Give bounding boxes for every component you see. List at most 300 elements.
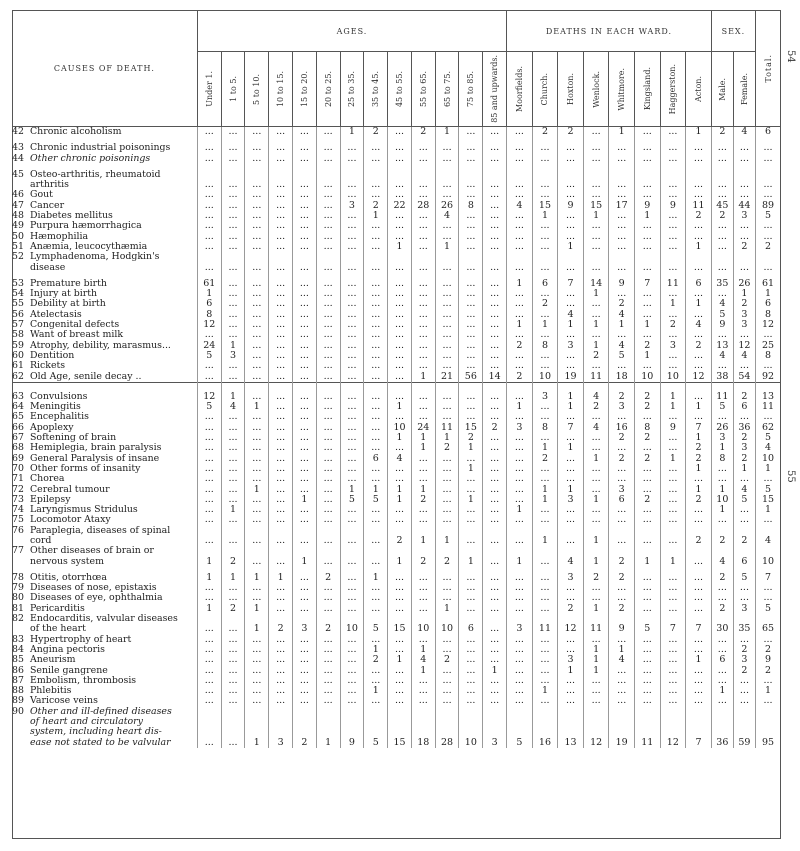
value-cell [197, 546, 221, 556]
spacer-cell [269, 382, 293, 392]
value-cell: 26 [733, 279, 755, 289]
cause-cell [12, 372, 197, 383]
value-cell: ... [197, 143, 221, 153]
value-cell: ... [609, 474, 635, 484]
value-cell [459, 526, 483, 536]
value-cell [583, 707, 609, 717]
value-cell: ... [532, 361, 558, 371]
value-cell: ... [340, 536, 364, 546]
cause-cell [12, 320, 197, 330]
value-cell: ... [483, 392, 507, 402]
value-cell: 2 [711, 536, 733, 546]
value-cell: ... [435, 330, 459, 340]
ward-col-label: Whitmore. [617, 67, 627, 111]
value-cell: ... [197, 655, 221, 665]
value-cell: ... [316, 279, 340, 289]
value-cell: ... [756, 330, 781, 340]
value-cell: ... [483, 696, 507, 706]
cause-cell [12, 666, 197, 676]
value-cell [364, 252, 388, 262]
value-cell: 1 [197, 604, 221, 614]
value-cell: ... [532, 351, 558, 361]
value-cell: ... [221, 583, 245, 593]
value-cell: ... [221, 180, 245, 190]
value-cell: ... [221, 289, 245, 299]
value-cell: ... [507, 515, 533, 525]
value-cell [340, 717, 364, 727]
value-cell: ... [435, 221, 459, 231]
value-cell [660, 526, 686, 536]
value-cell [316, 717, 340, 727]
value-cell: ... [221, 696, 245, 706]
value-cell: ... [197, 593, 221, 603]
value-cell: ... [340, 361, 364, 371]
value-cell: ... [269, 402, 293, 412]
value-cell: ... [558, 645, 584, 655]
value-cell: 1 [686, 485, 712, 495]
value-cell: 2 [316, 573, 340, 583]
value-cell: ... [316, 485, 340, 495]
table-row [12, 614, 780, 624]
value-cell: ... [197, 536, 221, 546]
value-cell: ... [269, 495, 293, 505]
value-cell: ... [364, 232, 388, 242]
value-cell: ... [221, 645, 245, 655]
value-cell: ... [634, 666, 660, 676]
age-col-label: Under 1. [204, 71, 214, 107]
value-cell: 9 [558, 201, 584, 211]
value-cell: ... [269, 392, 293, 402]
ward-col-label: Wenlock. [591, 70, 601, 108]
value-cell: ... [388, 320, 412, 330]
value-cell: 7 [686, 624, 712, 634]
value-cell [660, 170, 686, 180]
table-row [12, 279, 780, 289]
value-cell: 5 [609, 351, 635, 361]
value-cell [411, 170, 435, 180]
value-cell: ... [221, 320, 245, 330]
value-cell: ... [316, 593, 340, 603]
table-row [12, 252, 780, 262]
value-cell: ... [459, 143, 483, 153]
value-cell: 2 [435, 557, 459, 567]
cause-number: 65 [12, 412, 24, 423]
value-cell: 3 [483, 738, 507, 748]
value-cell: 2 [686, 443, 712, 453]
value-cell: ... [686, 143, 712, 153]
value-cell: ... [483, 645, 507, 655]
value-cell: ... [483, 464, 507, 474]
spacer-cell [583, 382, 609, 392]
value-cell: ... [269, 190, 293, 200]
cause-label: Atelectasis [30, 309, 82, 320]
value-cell: 1 [411, 485, 435, 495]
value-cell: 1 [583, 495, 609, 505]
value-cell: 9 [660, 423, 686, 433]
cause-cell [12, 645, 197, 655]
value-cell: 1 [245, 624, 269, 634]
value-cell: 5 [197, 402, 221, 412]
value-cell: 2 [558, 604, 584, 614]
value-cell: ... [364, 604, 388, 614]
value-cell: ... [660, 696, 686, 706]
value-cell: 1 [507, 320, 533, 330]
value-cell: ... [711, 645, 733, 655]
value-cell: ... [388, 686, 412, 696]
value-cell: ... [558, 505, 584, 515]
value-cell: ... [634, 143, 660, 153]
value-cell: ... [507, 495, 533, 505]
value-cell [340, 727, 364, 737]
value-cell: ... [507, 299, 533, 309]
value-cell: ... [245, 289, 269, 299]
value-cell [733, 614, 755, 624]
value-cell: ... [532, 433, 558, 443]
value-cell: ... [316, 221, 340, 231]
spacer-cell [459, 382, 483, 392]
value-cell: 4 [583, 423, 609, 433]
value-cell: ... [483, 320, 507, 330]
value-cell: ... [711, 143, 733, 153]
value-cell: ... [483, 593, 507, 603]
value-cell: ... [483, 351, 507, 361]
value-cell: ... [733, 635, 755, 645]
value-cell: ... [660, 593, 686, 603]
cause-cell [12, 232, 197, 242]
value-cell [269, 614, 293, 624]
value-cell: ... [532, 180, 558, 190]
value-cell: ... [292, 696, 316, 706]
value-cell: 2 [733, 433, 755, 443]
value-cell: ... [316, 402, 340, 412]
value-cell: ... [197, 686, 221, 696]
value-cell: ... [583, 676, 609, 686]
value-cell: 2 [686, 495, 712, 505]
value-cell: ... [756, 143, 781, 153]
value-cell [711, 546, 733, 556]
value-cell: 1 [388, 433, 412, 443]
value-cell: ... [245, 127, 269, 138]
value-cell: ... [756, 676, 781, 686]
value-cell: ... [733, 686, 755, 696]
value-cell: ... [269, 505, 293, 515]
value-cell: ... [411, 686, 435, 696]
value-cell: ... [245, 190, 269, 200]
value-cell: 2 [711, 127, 733, 138]
value-cell: ... [532, 412, 558, 422]
value-cell: ... [292, 180, 316, 190]
value-cell: ... [686, 351, 712, 361]
value-cell [221, 170, 245, 180]
value-cell: ... [459, 573, 483, 583]
value-cell: ... [507, 635, 533, 645]
value-cell: ... [435, 464, 459, 474]
value-cell: 1 [507, 505, 533, 515]
value-cell: ... [340, 515, 364, 525]
value-cell: ... [411, 361, 435, 371]
ward-col-header [507, 52, 533, 127]
value-cell: 2 [269, 624, 293, 634]
value-cell [634, 252, 660, 262]
value-cell: 12 [660, 738, 686, 748]
value-cell: 1 [558, 443, 584, 453]
value-cell [364, 526, 388, 536]
value-cell [221, 727, 245, 737]
value-cell: ... [388, 154, 412, 164]
spacer-cell [388, 382, 412, 392]
value-cell: ... [269, 143, 293, 153]
cause-cell [12, 211, 197, 221]
value-cell: ... [292, 433, 316, 443]
cause-label: Chorea [30, 474, 65, 485]
value-cell [634, 707, 660, 717]
value-cell: ... [660, 485, 686, 495]
value-cell: ... [269, 242, 293, 252]
page-number-upper: 54 [785, 50, 796, 63]
value-cell: ... [483, 242, 507, 252]
value-cell: ... [292, 454, 316, 464]
value-cell [483, 526, 507, 536]
value-cell: ... [435, 474, 459, 484]
value-cell: ... [316, 330, 340, 340]
value-cell: ... [507, 242, 533, 252]
value-cell: ... [316, 515, 340, 525]
cause-cell [12, 454, 197, 464]
value-cell [660, 252, 686, 262]
value-cell: ... [558, 686, 584, 696]
cause-number: 69 [12, 453, 24, 464]
value-cell: ... [634, 180, 660, 190]
value-cell: ... [316, 423, 340, 433]
cause-label: disease [30, 262, 66, 273]
value-cell: ... [459, 412, 483, 422]
cause-label: Dentition [30, 350, 75, 361]
value-cell: 1 [583, 536, 609, 546]
value-cell [459, 170, 483, 180]
ages-header: AGES. [197, 11, 506, 52]
value-cell [686, 717, 712, 727]
value-cell: ... [197, 495, 221, 505]
value-cell: ... [660, 645, 686, 655]
value-cell: ... [634, 263, 660, 273]
value-cell: 11 [435, 423, 459, 433]
value-cell: ... [459, 263, 483, 273]
value-cell: ... [316, 666, 340, 676]
cause-cell [12, 536, 197, 546]
value-cell: ... [583, 485, 609, 495]
value-cell: ... [221, 221, 245, 231]
value-cell: ... [411, 143, 435, 153]
table-row [12, 263, 780, 273]
value-cell: ... [558, 515, 584, 525]
value-cell: 2 [609, 433, 635, 443]
value-cell: ... [686, 474, 712, 484]
value-cell: ... [364, 279, 388, 289]
value-cell: ... [245, 645, 269, 655]
value-cell: ... [245, 696, 269, 706]
cause-label: Diseases of eye, ophthalmia [30, 593, 163, 604]
value-cell: ... [660, 515, 686, 525]
value-cell: ... [340, 242, 364, 252]
value-cell: ... [583, 242, 609, 252]
value-cell: ... [364, 676, 388, 686]
value-cell: ... [558, 211, 584, 221]
cause-number: 47 [12, 200, 24, 211]
value-cell: 2 [411, 495, 435, 505]
value-cell: 2 [609, 604, 635, 614]
page-number-lower: 55 [785, 470, 796, 483]
value-cell [733, 526, 755, 536]
value-cell: ... [340, 221, 364, 231]
value-cell: 24 [197, 341, 221, 351]
value-cell: ... [388, 263, 412, 273]
table-row [12, 474, 780, 484]
value-cell: ... [245, 433, 269, 443]
value-cell: ... [197, 676, 221, 686]
value-cell: 7 [686, 423, 712, 433]
spacer-cell [756, 382, 781, 392]
value-cell: ... [609, 635, 635, 645]
value-cell: ... [197, 443, 221, 453]
value-cell: ... [583, 593, 609, 603]
value-cell: 18 [411, 738, 435, 748]
value-cell: 2 [364, 127, 388, 138]
cause-cell [12, 310, 197, 320]
value-cell: ... [340, 443, 364, 453]
spacer-cell [634, 382, 660, 392]
value-cell: ... [411, 232, 435, 242]
value-cell: ... [711, 666, 733, 676]
value-cell: ... [364, 635, 388, 645]
value-cell [558, 717, 584, 727]
value-cell [507, 170, 533, 180]
cause-number: 77 [12, 546, 24, 557]
value-cell: ... [292, 676, 316, 686]
value-cell: 1 [660, 402, 686, 412]
value-cell: ... [660, 127, 686, 138]
value-cell: 5 [756, 485, 781, 495]
cause-label: Other diseases of brain or [30, 546, 154, 557]
value-cell: ... [435, 676, 459, 686]
value-cell: ... [221, 454, 245, 464]
value-cell: ... [733, 263, 755, 273]
value-cell: 4 [435, 211, 459, 221]
cause-label: Encephalitis [30, 412, 89, 423]
value-cell: 5 [364, 624, 388, 634]
value-cell: ... [532, 557, 558, 567]
value-cell: 1 [660, 454, 686, 464]
value-cell: 4 [583, 392, 609, 402]
ward-col-label: Acton. [693, 76, 703, 102]
value-cell: ... [245, 221, 269, 231]
value-cell: ... [388, 190, 412, 200]
value-cell: ... [245, 143, 269, 153]
cause-number: 58 [12, 330, 24, 341]
value-cell [686, 546, 712, 556]
value-cell: ... [197, 515, 221, 525]
value-cell [733, 727, 755, 737]
value-cell: ... [340, 279, 364, 289]
cause-cell [12, 392, 197, 402]
value-cell: ... [459, 190, 483, 200]
value-cell [583, 727, 609, 737]
value-cell: 5 [197, 351, 221, 361]
value-cell: 2 [507, 372, 533, 383]
value-cell: 7 [634, 279, 660, 289]
value-cell: ... [733, 583, 755, 593]
table-row [12, 330, 780, 340]
spacer-cell [507, 382, 533, 392]
value-cell: ... [435, 392, 459, 402]
value-cell: ... [364, 361, 388, 371]
value-cell: ... [245, 263, 269, 273]
value-cell: ... [340, 676, 364, 686]
value-cell: 35 [733, 624, 755, 634]
value-cell: 2 [733, 666, 755, 676]
value-cell: ... [686, 154, 712, 164]
value-cell: ... [660, 474, 686, 484]
value-cell [507, 707, 533, 717]
value-cell [364, 707, 388, 717]
value-cell: ... [197, 127, 221, 138]
total-header [756, 11, 781, 127]
value-cell: ... [292, 593, 316, 603]
value-cell: ... [507, 645, 533, 655]
value-cell: ... [459, 583, 483, 593]
cause-cell [12, 412, 197, 422]
value-cell: 15 [388, 738, 412, 748]
value-cell: ... [435, 696, 459, 706]
value-cell: ... [483, 583, 507, 593]
cause-label: Want of breast milk [30, 330, 124, 341]
value-cell: ... [660, 289, 686, 299]
value-cell: ... [340, 583, 364, 593]
age-col-label: 5 to 10. [252, 73, 262, 105]
cause-cell [12, 495, 197, 505]
value-cell: ... [435, 351, 459, 361]
value-cell: ... [686, 221, 712, 231]
table-row [12, 201, 780, 211]
value-cell: 3 [733, 320, 755, 330]
cause-number: 73 [12, 494, 24, 505]
value-cell: 1 [435, 242, 459, 252]
value-cell [197, 727, 221, 737]
value-cell: ... [221, 154, 245, 164]
value-cell: ... [756, 515, 781, 525]
ward-col-header [583, 52, 609, 127]
value-cell: ... [686, 557, 712, 567]
sex-col-label: Male. [717, 77, 727, 101]
value-cell: ... [609, 583, 635, 593]
value-cell: ... [197, 583, 221, 593]
cause-cell [12, 423, 197, 433]
value-cell: ... [269, 289, 293, 299]
value-cell: ... [459, 361, 483, 371]
value-cell: 2 [532, 454, 558, 464]
cause-cell [12, 170, 197, 180]
value-cell: ... [292, 464, 316, 474]
value-cell: 10 [459, 738, 483, 748]
age-col-label: 45 to 55. [395, 70, 404, 108]
value-cell: ... [269, 211, 293, 221]
cause-label: Hemiplegia, brain paralysis [30, 443, 162, 454]
value-cell: ... [197, 635, 221, 645]
value-cell: 65 [756, 624, 781, 634]
value-cell: 2 [435, 655, 459, 665]
age-col-header [269, 52, 293, 127]
value-cell: ... [411, 573, 435, 583]
spacer-cell [660, 382, 686, 392]
